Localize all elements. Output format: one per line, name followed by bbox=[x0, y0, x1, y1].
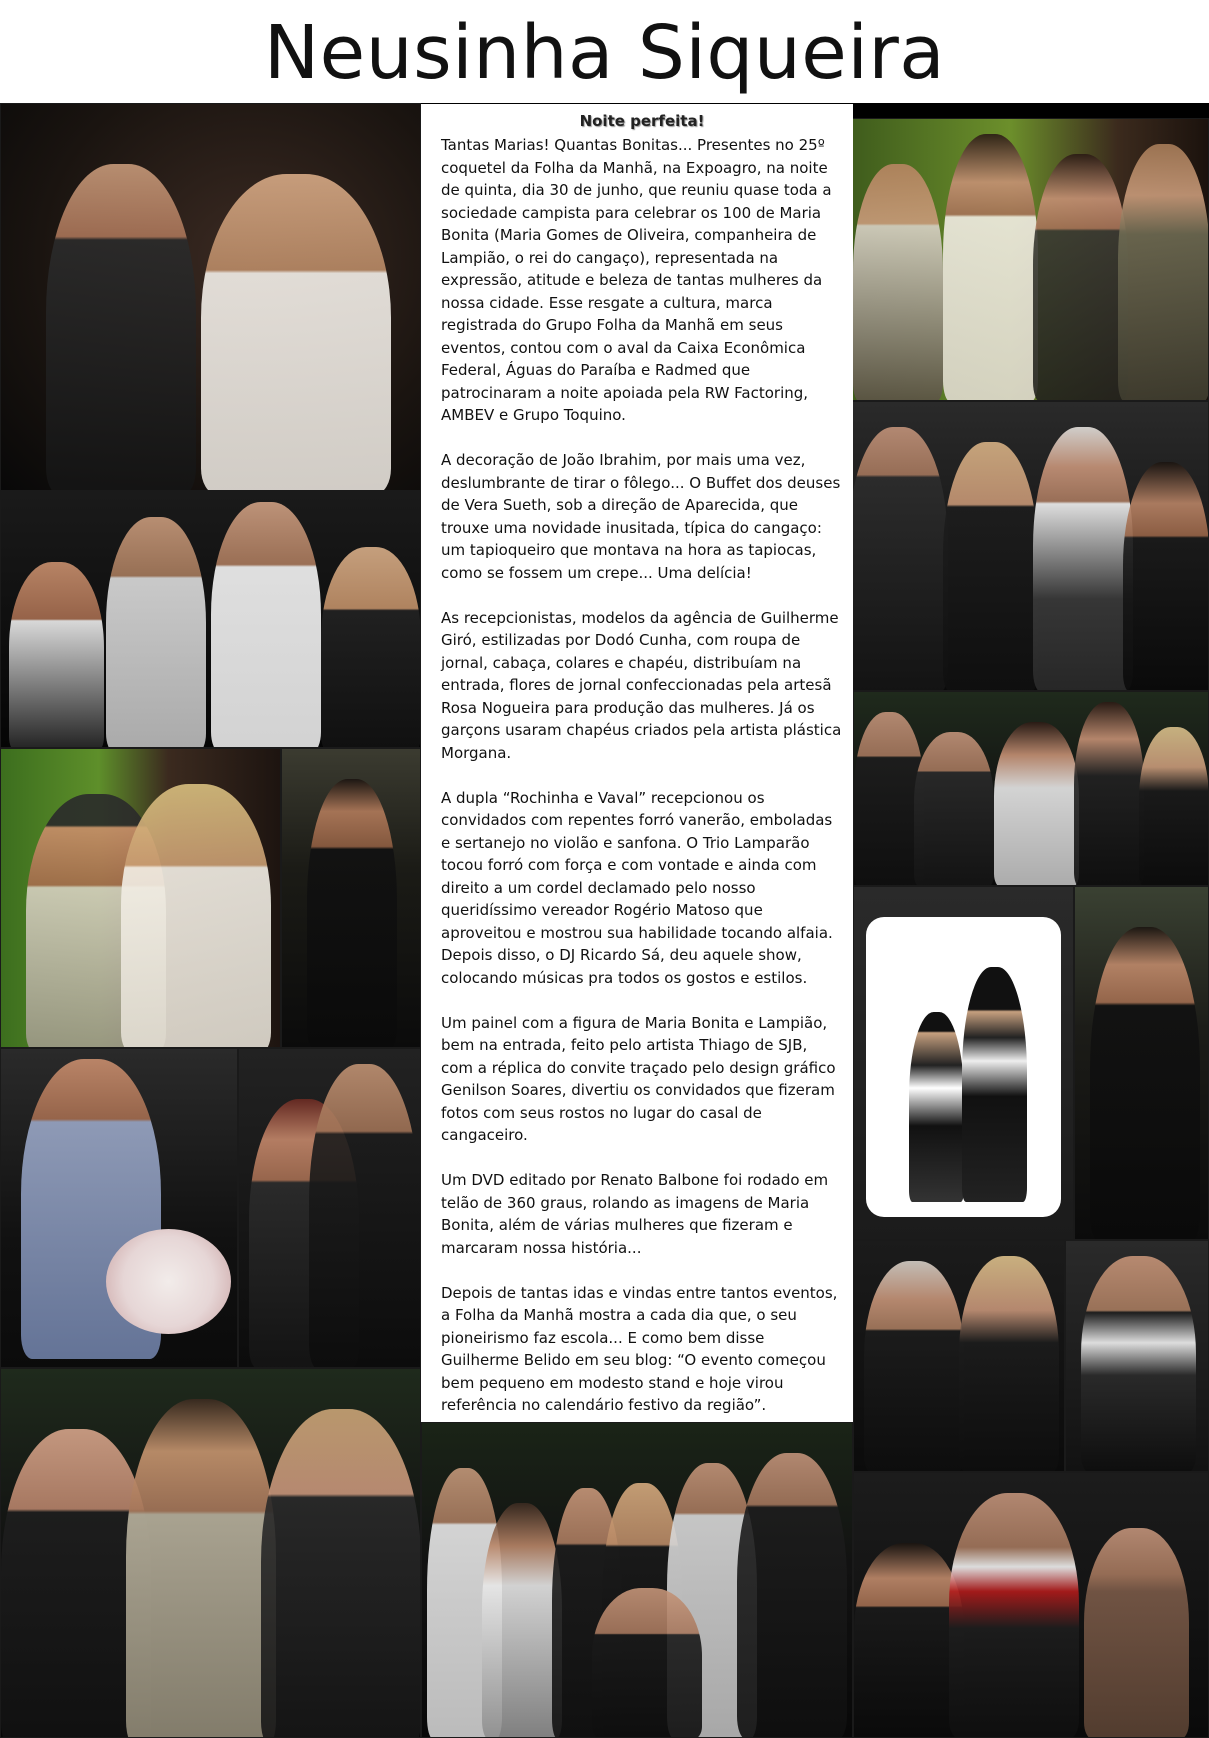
masthead bbox=[0, 0, 1209, 103]
photo-group-center bbox=[421, 1422, 853, 1738]
photo-couple-leather-jacket bbox=[238, 1048, 421, 1368]
photo-couple-bottom-right bbox=[853, 1240, 1065, 1472]
photo-three-guests-bottom-right bbox=[853, 1472, 1209, 1738]
article-text-panel bbox=[421, 104, 853, 1422]
article-paragraph-1: Tantas Marias! Quantas Bonitas... Presentes no 25º coquetel da Folha da Manhã, na Expoagro, na noite de quinta, dia 30 de junho, que reuniu quase toda a sociedade campista para celebrar os 100 de Maria Bonita (Maria Gomes de Oliveira, companheira de Lampião, o rei do cangaço), representada na expressão, atitude e beleza de tantas mulheres da nossa cidade. Esse resgate a cultura, marca registrada do Grupo Folha da Manhã em seus eventos, contou com o aval da Caixa Econômica Federal, Águas do Paraíba e Radmed que patrocinaram a noite apoiada pela RW Factoring, AMBEV e Grupo Toquino. bbox=[441, 136, 832, 424]
photo-woman-black-dress bbox=[281, 748, 421, 1048]
photo-four-guests bbox=[0, 491, 421, 748]
photo-four-women bbox=[847, 118, 1209, 401]
article-paragraph-3: As recepcionistas, modelos da agência de Guilherme Giró, estilizadas por Dodó Cunha, com roupa de jornal, cabaça, colares e chapéu, distribuíam na entrada, flores de jornal confeccionadas pela artesã Rosa Nogueira para produção das mulheres. Já os garçons usaram chapéus criados pela artista plástica Morgana. bbox=[441, 608, 842, 762]
article-paragraph-6: Um DVD editado por Renato Balbone foi rodado em telão de 360 graus, rolando as imagens de Maria Bonita, além de várias mulheres que fizeram e marcaram nossa história... bbox=[441, 1171, 829, 1257]
article-heading: Noite perfeita! bbox=[579, 112, 705, 130]
photo-dj-drum bbox=[0, 1048, 238, 1368]
photo-three-guests-bottom-left bbox=[0, 1368, 421, 1738]
photo-lampiao-maria-bonita-panel bbox=[853, 886, 1074, 1240]
article-paragraph-2: A decoração de João Ibrahim, por mais uma vez, deslumbrante de tirar o fôlego... O Buffet dos deuses de Vera Sueth, sob a direção de Aparecida, que trouxe uma novidade inusitada, típica do cangaço: um tapioqueiro que montava na hora as tapiocas, como se fossem um crepe... Uma delícia! bbox=[441, 451, 841, 582]
photo-woman-black-dress-right bbox=[1074, 886, 1209, 1240]
article-paragraph-7: Depois de tantas idas e vindas entre tantos eventos, a Folha da Manhã mostra a cada dia que, o seu pioneirismo faz escola... E como bem disse Guilherme Belido em seu blog: “O evento começou bem pequeno em modesto stand e hoje virou referência no calendário festivo da região”. bbox=[441, 1283, 838, 1414]
article-paragraph-4: A dupla “Rochinha e Vaval” recepcionou os convidados com repentes forró vanerão, emboladas e sertanejo no violão e sanfona. O Trio Lamparão tocou forró com força e com vontade e ainda com direito a um cordel declamado pelo nosso queridíssimo vereador Rogério Matoso que aproveitou e mostrou sua habilidade tocando alfaia. Depois disso, o DJ Ricardo Sá, deu aquele show, colocando músicas pra todos os gostos e estilos. bbox=[441, 788, 833, 987]
photo-group-five-right bbox=[853, 691, 1209, 886]
photo-group-four-right bbox=[847, 401, 1209, 691]
page-title: Neusinha Siqueira bbox=[263, 10, 946, 96]
photo-couple-bearded-man bbox=[0, 103, 421, 491]
photo-couple-hat bbox=[0, 748, 281, 1048]
photo-man-glasses-bottom-right bbox=[1065, 1240, 1209, 1472]
article-paragraph-5: Um painel com a figura de Maria Bonita e Lampião, bem na entrada, feito pelo artista Thiago de SJB, com a réplica do convite traçado pelo design gráfico Genilson Soares, divertiu os convidados que fizeram fotos com seus rostos no lugar do casal de cangaceiro. bbox=[441, 1013, 836, 1144]
